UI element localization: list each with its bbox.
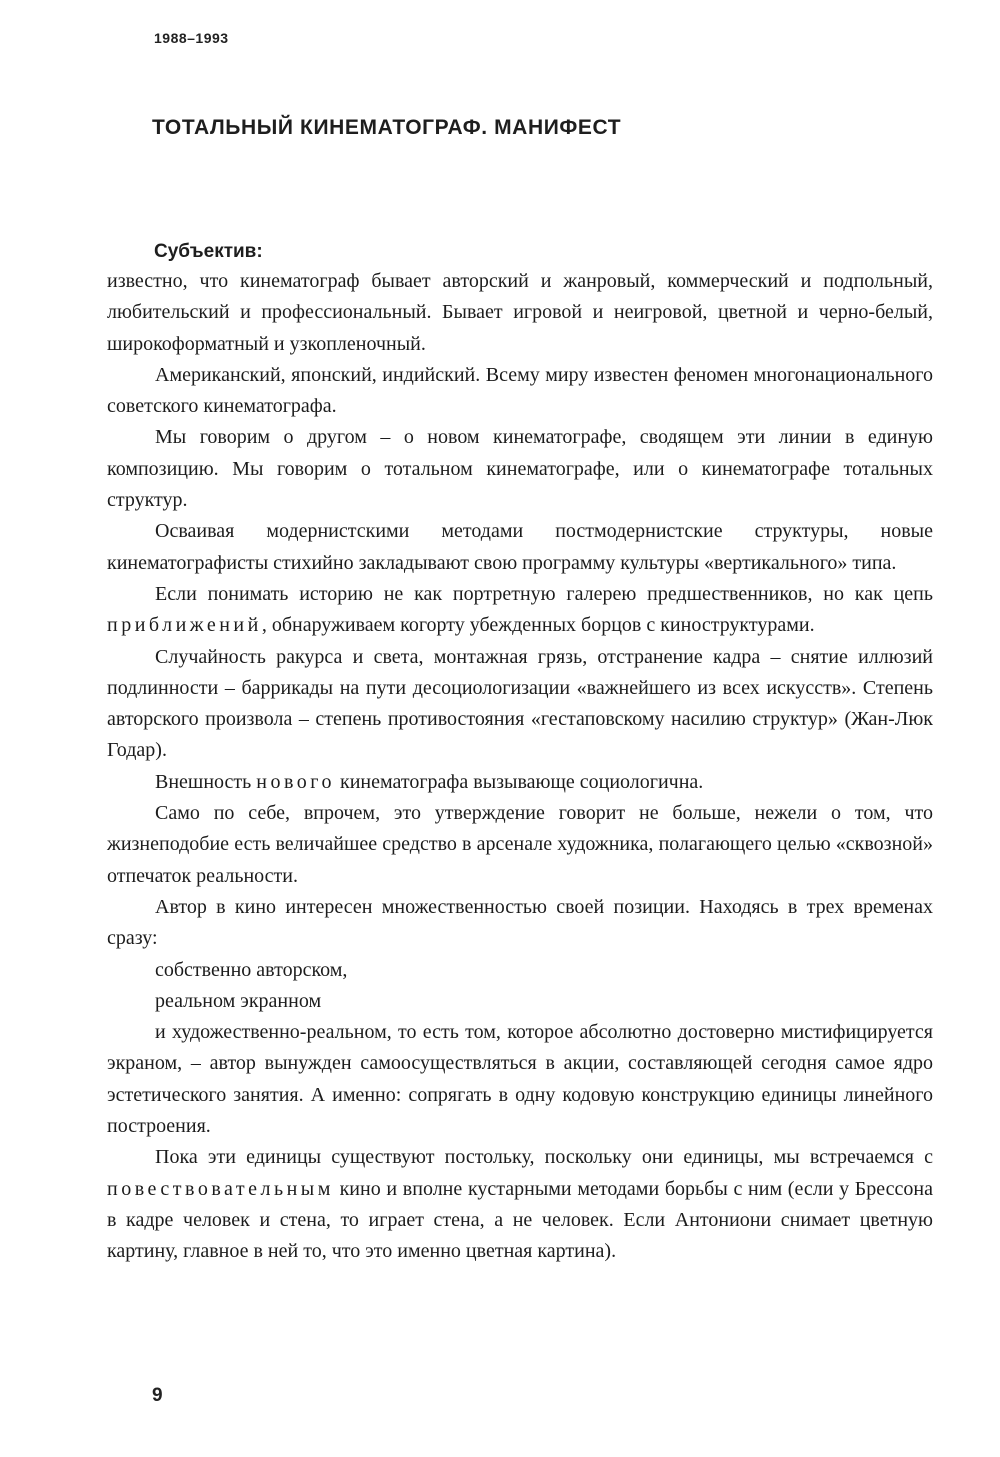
paragraph: [107, 767, 933, 798]
paragraph-text: Пока эти единицы существуют постольку, поскольку они единицы, мы встречаемся с: [155, 1146, 933, 1169]
subheading: Субъектив:: [154, 241, 263, 262]
paragraph: Само по себе, впрочем, это утверждение говорит не больше, нежели о том, что жизнеподобие есть величайшее средство в арсенале художника, полагающего целью «сквозной» отпечаток реальности.: [107, 802, 933, 887]
paragraph: и художественно-реальном, то есть том, которое абсолютно достоверно мистифицируется экраном, – автор вынужден самоосуществляться в акции, составляющей сегодня самое ядро эстетического занятия. А именно: сопрягать в одну кодовую конструкцию единицы линейного построения.: [107, 1021, 933, 1138]
paragraph: Случайность ракурса и света, монтажная грязь, отстранение кадра – снятие иллюзий подлинности – баррикады на пути десоциологизации «важнейшего из всех искусств». Степень авторского произвола – степень противостояния «гестаповскому насилию структур» (Жан-Люк Годар).: [107, 645, 933, 762]
chapter-title: ТОТАЛЬНЫЙ КИНЕМАТОГРАФ. МАНИФЕСТ: [152, 116, 622, 139]
paragraph: Мы говорим о другом – о новом кинематографе, сводящем эти линии в единую композицию. Мы говорим о тотальном кинематографе, или о кинематографе тотальных структур.: [107, 426, 933, 512]
list-item: собственно авторском,: [155, 958, 348, 981]
main-text: [107, 238, 933, 1268]
running-head: 1988–1993: [154, 30, 229, 46]
paragraph-text: Внешность: [155, 770, 257, 793]
paragraph-text: кино и вполне кустарными методами борьбы с ним (если у Брессона в кадре человек и стена, то играет стена, а не человек. Если Антониони снимает цветную картину, главное в ней то, что это именно цветная картина).: [107, 1177, 933, 1263]
paragraph-text: , обнаруживаем когорту убежденных борцов с киноструктурами.: [261, 614, 815, 637]
paragraph: Осваивая модернистскими методами постмодернистские структуры, новые кинематографисты стихийно закладывают свою программу культуры «вертикального» типа.: [107, 520, 933, 574]
paragraph: Автор в кино интересен множественностью своей позиции. Находясь в трех временах сразу:: [107, 895, 933, 950]
paragraph: [107, 579, 933, 642]
paragraph: известно, что кинематограф бывает авторский и жанровый, коммерческий и подпольный, любительский и профессиональный. Бывает игровой и неигровой, цветной и черно-белый, широкоформатный и узкопленочный.: [107, 270, 933, 355]
paragraph: [107, 1142, 933, 1267]
list-item: реальном экранном: [155, 989, 322, 1012]
spaced-emphasis: нового: [256, 770, 335, 793]
page-number: 9: [152, 1385, 163, 1406]
paragraph: Американский, японский, индийский. Всему миру известен феномен многонационального советского кинематографа.: [107, 363, 933, 418]
spaced-emphasis: приближений: [107, 614, 262, 637]
paragraph-text: кинематографа вызывающе социологична.: [334, 770, 704, 793]
spaced-emphasis: повествовательным: [107, 1177, 334, 1200]
paragraph-text: Если понимать историю не как портретную галерею предшественников, но как цепь: [155, 582, 933, 605]
